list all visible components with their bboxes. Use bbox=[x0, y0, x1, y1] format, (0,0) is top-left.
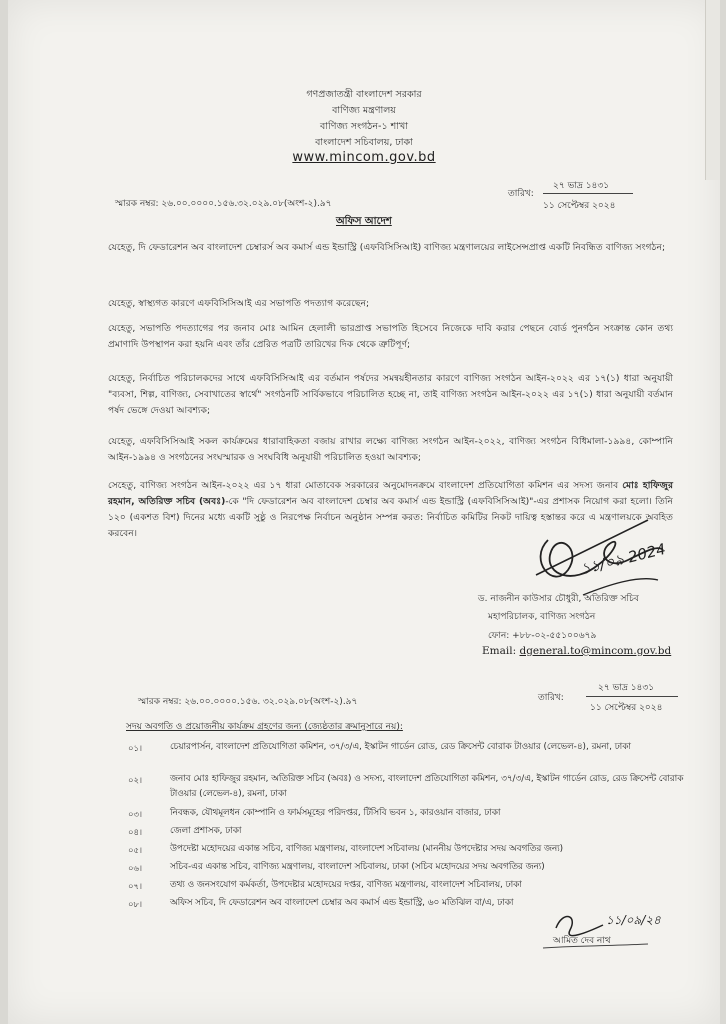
distribution-item: জনাব মোঃ হাফিজুর রহমান, অতিরিক্ত সচিব (অবঃ) ও সদস্য, বাংলাদেশ প্রতিযোগিতা কমিশন, ৩৭/৩/এ, ইস্কাটন গার্ডেন রোড, রেড ক্রিসেন্ট বোরাক টাওয়ার (লেভেল-৪), রমনা, ঢাকা bbox=[170, 774, 684, 799]
memo2-date-label: তারিখ: bbox=[538, 693, 564, 703]
signatory-name: ড. নাজনীন কাউসার চৌধুরী, অতিরিক্ত সচিব bbox=[478, 594, 639, 604]
memo-date-english: ১১ সেপ্টেম্বর ২০২৪ bbox=[543, 201, 616, 211]
memo-date-label: তারিখ: bbox=[508, 189, 534, 199]
order-title: অফিস আদেশ bbox=[336, 216, 392, 227]
distribution-item: জেলা প্রশাসক, ঢাকা bbox=[170, 826, 242, 836]
signatory-designation: মহাপরিচালক, বাণিজ্য সংগঠন bbox=[488, 612, 596, 622]
signature-handwritten-date: ১১/০৯ 2024 bbox=[578, 539, 668, 579]
distribution-item: চেয়ারপার্সন, বাংলাদেশ প্রতিযোগিতা কমিশন, ৩৭/৩/এ, ইস্কাটন গার্ডেন রোড, রেড ক্রিসেন্ট বোরাক টাওয়ার (লেভেল-৪), রমনা, ঢাকা bbox=[170, 742, 631, 752]
paragraph-3: যেহেতু, সভাপতি পদত্যাগের পর জনাব মোঃ আমিন হেলালী ভারপ্রাপ্ত সভাপতি হিসেবে নিজেকে দাবি করার পেছনে বোর্ড পুনর্গঠন সংক্রান্ত কোন তথ্য প্রমাণাদি উপস্থাপন করা হয়নি এবং তাঁর প্রেরিত পত্রটি তারিখের দিক থেকে ত্রুটিপূর্ণ; bbox=[108, 323, 673, 350]
distribution-number: ০৬। bbox=[128, 864, 143, 874]
header-branch: বাণিজ্য সংগঠন-১ শাখা bbox=[319, 121, 409, 132]
distribution-number: ০৮। bbox=[128, 900, 143, 910]
header-government: গণপ্রজাতন্ত্রী বাংলাদেশ সরকার bbox=[306, 89, 422, 100]
header-address: বাংলাদেশ সচিবালয়, ঢাকা bbox=[315, 137, 413, 148]
paragraph-6: সেহেতু, বাণিজ্য সংগঠন আইন-২০২২ এর ১৭ ধারা মোতাবেক সরকারের অনুমোদনক্রমে বাংলাদেশ প্রতিযোগিতা কমিশন এর সদস্য জনাব মোঃ হাফিজুর রহমান, অতিরিক্ত সচিব (অবঃ)-কে "দি ফেডারেশন অব বাংলাদেশ চেম্বার অব কমার্স এন্ড ইন্ডাস্ট্রি (এফবিসিসিআই)"-এর প্রশাসক নিয়োগ করা হলো। তিনি ১২০ (একশত বিশ) দিনের মধ্যে একটি সুষ্ঠু ও নিরপেক্ষ নির্বাচন অনুষ্ঠান সম্পন্ন করত: নির্বাচিত কমিটির নিকট দায়িত্ব হস্তান্তর করে এ মন্ত্রণালয়কে অবহিত করবেন। bbox=[108, 480, 673, 539]
header-website: www.mincom.gov.bd bbox=[292, 150, 436, 165]
paragraph-5: যেহেতু, এফবিসিসিআই সকল কার্যক্রমের ধারাবাহিকতা বজায় রাখার লক্ষ্যে বাণিজ্য সংগঠন আইন-২০২২, বাণিজ্য সংগঠন বিধিমালা-১৯৯৪, কোম্পানি আইন-১৯৯৪ ও সংগঠনের সংঘস্মারক ও সংঘবিধি অনুযায়ী পরিচালিত হওয়া আবশ্যক; bbox=[108, 436, 673, 463]
memo2-reference-number: স্মারক নম্বর: ২৬.০০.০০০০.১৫৬. ৩২.০২৯.০৮(অংশ-২).৯৭ bbox=[138, 697, 358, 707]
paragraph-4: যেহেতু, নির্বাচিত পরিচালকদের সাথে এফবিসিসিআই এর বর্তমান পর্ষদের সমন্বয়হীনতার কারণে বাণিজ্য সংগঠন আইন-২০২২ এর ১৭(১) ধারা অনুযায়ী "ব্যবসা, শিল্প, বাণিজ্য, সেবাখাতের স্বার্থে" সংগঠনটি সার্বিকভাবে পরিচালিত হচ্ছে না, তাই বাণিজ্য সংগঠন আইন-২০২২ এর ১৭(১) ধারা অনুযায়ী বর্তমান পর্ষদ ভেঙ্গে দেওয়া আবশ্যক; bbox=[108, 373, 673, 416]
signatory-phone: ফোন: +৮৮-০২-৫৫১০০৬৭৯ bbox=[488, 631, 597, 641]
distribution-number: ০৪। bbox=[128, 828, 143, 838]
memo-reference-number: স্মারক নম্বর: ২৬.০০.০০০০.১৫৬.৩২.০২৯.০৮(অংশ-২).৯৭ bbox=[115, 199, 332, 209]
distribution-heading: সদয় অবগতি ও প্রয়োজনীয় কার্যক্রম গ্রহণের জন্য (জ্যেষ্ঠতার ক্রমানুসারে নয়): bbox=[126, 722, 403, 732]
bottom-signatory-name: আমিত দেব নাথ bbox=[553, 936, 611, 946]
memo2-date-bangla: ২৭ ভাদ্র ১৪৩১ bbox=[598, 683, 655, 693]
administrator-name: মোঃ হাফিজুর রহমান, অতিরিক্ত সচিব (অবঃ) bbox=[108, 480, 673, 507]
paragraph-2: যেহেতু, স্বাস্থ্যগত কারণে এফবিসিসিআই এর সভাপতি পদত্যাগ করেছেন; bbox=[108, 298, 370, 309]
distribution-item: তথ্য ও জনসংযোগ কর্মকর্তা, উপদেষ্টার মহোদয়ের দপ্তর, বাণিজ্য মন্ত্রণালয়, বাংলাদেশ সচিবালয়, ঢাকা bbox=[170, 880, 522, 890]
distribution-number: ০১। bbox=[128, 744, 143, 754]
header-ministry: বাণিজ্য মন্ত্রণালয় bbox=[332, 105, 396, 116]
distribution-item: নিবন্ধক, যৌথমূলধন কোম্পানি ও ফার্মসমূহের পরিদপ্তর, টিসিবি ভবন ১, কারওয়ান বাজার, ঢাকা bbox=[170, 808, 501, 818]
distribution-item: সচিব-এর একান্ত সচিব, বাণিজ্য মন্ত্রণালয়, বাংলাদেশ সচিবালয়, ঢাকা (সচিব মহোদয়ের সদয় অবগতির জন্য) bbox=[170, 862, 545, 872]
document-page bbox=[8, 0, 720, 1024]
paragraph-1: যেহেতু, দি ফেডারেশন অব বাংলাদেশ চেম্বারর্স অব কমার্স এন্ড ইন্ডাস্ট্রি (এফবিসিসিআই) বাণিজ্য মন্ত্রণালয়ের লাইসেন্সপ্রাপ্ত একটি নিবন্ধিত বাণিজ্য সংগঠন; bbox=[108, 242, 666, 253]
distribution-item: উপদেষ্টা মহোদয়ের একান্ত সচিব, বাণিজ্য মন্ত্রণালয়, বাংলাদেশ সচিবালয় (মাননীয় উপদেষ্টার সদয় অবগতির জন্য) bbox=[170, 844, 564, 854]
distribution-number: ০৭। bbox=[128, 882, 143, 892]
signatory-email[interactable]: Email: dgeneral.to@mincom.gov.bd bbox=[482, 645, 672, 657]
distribution-number: ০২। bbox=[128, 776, 143, 786]
distribution-item: অফিস সচিব, দি ফেডারেশন অব বাংলাদেশ চেম্বার অব কমার্স এন্ড ইন্ডাস্ট্রি, ৬০ মতিঝিল বা/এ, ঢাকা bbox=[170, 898, 514, 908]
distribution-number: ০৩। bbox=[128, 810, 143, 820]
bottom-signature-date: ১১/০৯/২৪ bbox=[606, 913, 661, 927]
date-divider bbox=[543, 193, 633, 194]
distribution-number: ০৫। bbox=[128, 846, 143, 856]
date2-divider bbox=[586, 696, 678, 697]
memo-date-bangla: ২৭ ভাদ্র ১৪৩১ bbox=[553, 181, 610, 191]
memo2-date-english: ১১ সেপ্টেম্বর ২০২৪ bbox=[590, 703, 663, 713]
